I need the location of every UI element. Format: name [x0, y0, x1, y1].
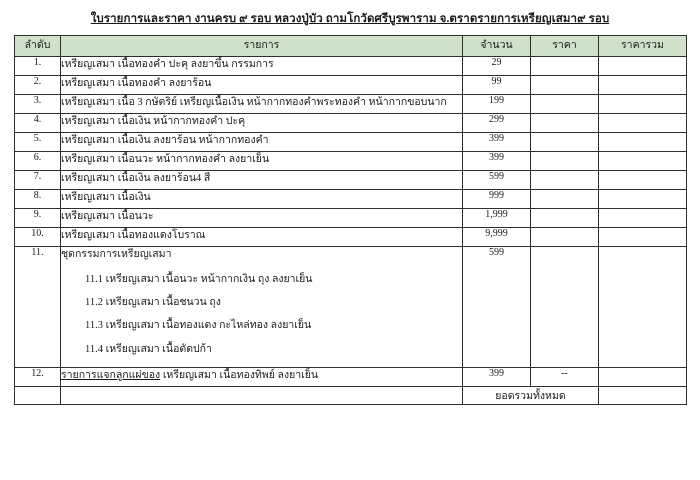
column-header-no: ลำดับ — [15, 35, 61, 56]
cell-price — [531, 189, 599, 208]
price-table — [14, 35, 687, 405]
cell-price — [531, 227, 599, 246]
table-row — [15, 75, 687, 94]
cell-no: 2. — [15, 75, 61, 94]
cell-price: -- — [531, 367, 599, 386]
column-header-total: ราคารวม — [599, 35, 687, 56]
cell-price — [531, 56, 599, 75]
cell-total — [599, 113, 687, 132]
sub-item: 11.2 เหรียญเสมา เนื้อชนวน ถุง — [85, 297, 221, 309]
cell-item: เหรียญเสมา เนื้อเงิน ลงยาร้อน หน้ากากทองคำ — [61, 132, 463, 151]
cell-price — [531, 94, 599, 113]
cell-qty: 299 — [463, 113, 531, 132]
group-title: ชุดกรรมการเหรียญเสมา — [61, 248, 172, 260]
cell-qty: 199 — [463, 94, 531, 113]
table-row — [15, 94, 687, 113]
page-title: ใบรายการและราคา งานครบ ๙ รอบ หลวงปู่บัว ถามโกวัดศรีบูรพาราม จ.ตราดรายการเหรียญเสมา๙ รอบ — [90, 13, 610, 25]
cell-qty: 1,999 — [463, 208, 531, 227]
cell-qty: 599 — [463, 170, 531, 189]
cell-total — [599, 227, 687, 246]
cell-item: เหรียญเสมา เนื้อเงิน — [61, 189, 463, 208]
cell-total — [599, 189, 687, 208]
cell-total — [599, 94, 687, 113]
cell-price — [531, 246, 599, 367]
cell-no-empty — [15, 386, 61, 404]
cell-no: 6. — [15, 151, 61, 170]
table-row — [15, 151, 687, 170]
cell-price — [531, 75, 599, 94]
cell-item: เหรียญเสมา เนื้อทองคำ ปะคุ ลงยาขึ้น กรรมการ — [61, 56, 463, 75]
cell-item-group — [61, 246, 463, 367]
cell-item-empty — [61, 386, 463, 404]
cell-total — [599, 56, 687, 75]
cell-item: เหรียญเสมา เนื้อทองคำ ลงยาร้อน — [61, 75, 463, 94]
cell-qty: 599 — [463, 246, 531, 367]
cell-price — [531, 208, 599, 227]
cell-qty: 399 — [463, 151, 531, 170]
cell-total — [599, 208, 687, 227]
cell-no: 11. — [15, 246, 61, 367]
cell-price — [531, 170, 599, 189]
cell-no: 5. — [15, 132, 61, 151]
cell-item: เหรียญเสมา เนื้อ 3 กษัตริย์ เหรียญเนื้อเงิน หน้ากากทองคำพระทองคำ หน้ากากขอบนาก — [61, 94, 463, 113]
cell-no: 9. — [15, 208, 61, 227]
column-header-qty: จำนวน — [463, 35, 531, 56]
cell-total — [599, 367, 687, 386]
table-header-row — [15, 35, 687, 56]
cell-item: เหรียญเสมา เนื้อนวะ หน้ากากทองคำ ลงยาเย็น — [61, 151, 463, 170]
cell-no: 10. — [15, 227, 61, 246]
cell-price — [531, 132, 599, 151]
sub-item: 11.3 เหรียญเสมา เนื้อทองแดง กะไหล่ทอง ลงยาเย็น — [85, 320, 312, 332]
cell-item: เหรียญเสมา เนื้อเงิน ลงยาร้อน4 สี — [61, 170, 463, 189]
cell-item-underlined: รายการแจกลูกแผ่ของ — [61, 369, 161, 381]
cell-total — [599, 151, 687, 170]
cell-price — [531, 113, 599, 132]
table-row-last — [15, 367, 687, 386]
table-row — [15, 208, 687, 227]
table-header — [15, 35, 687, 56]
cell-no: 8. — [15, 189, 61, 208]
table-row-group — [15, 246, 687, 367]
cell-item: เหรียญเสมา เนื้อทองแดงโบราณ — [61, 227, 463, 246]
column-header-price: ราคา — [531, 35, 599, 56]
grand-total-label: ยอดรวมทั้งหมด — [463, 386, 599, 404]
cell-total — [599, 246, 687, 367]
cell-item: เหรียญเสมา เนื้อนวะ — [61, 208, 463, 227]
sub-item: 11.4 เหรียญเสมา เนื้อตัดปก้า — [85, 343, 212, 355]
cell-qty: 399 — [463, 367, 531, 386]
cell-grand-total-value — [599, 386, 687, 404]
cell-total — [599, 170, 687, 189]
table-body — [15, 56, 687, 404]
column-header-item: รายการ — [61, 35, 463, 56]
table-row-grand-total — [15, 386, 687, 404]
cell-qty: 99 — [463, 75, 531, 94]
table-row — [15, 227, 687, 246]
cell-total — [599, 132, 687, 151]
cell-qty: 999 — [463, 189, 531, 208]
cell-item: เหรียญเสมา เนื้อเงิน หน้ากากทองคำ ปะคุ — [61, 113, 463, 132]
table-row — [15, 170, 687, 189]
cell-no: 12. — [15, 367, 61, 386]
sub-item-list — [61, 268, 462, 361]
cell-qty: 9,999 — [463, 227, 531, 246]
sub-item: 11.1 เหรียญเสมา เนื้อนวะ หน้ากากเงิน ถุง ลงยาเย็น — [85, 274, 313, 286]
cell-no: 3. — [15, 94, 61, 113]
cell-qty: 399 — [463, 132, 531, 151]
cell-item-rest: เหรียญเสมา เนื้อทองทิพย์ ลงยาเย็น — [160, 369, 319, 381]
table-row — [15, 132, 687, 151]
cell-qty: 29 — [463, 56, 531, 75]
cell-no: 4. — [15, 113, 61, 132]
table-row — [15, 189, 687, 208]
table-row — [15, 113, 687, 132]
table-row — [15, 56, 687, 75]
cell-no: 1. — [15, 56, 61, 75]
cell-no: 7. — [15, 170, 61, 189]
cell-item — [61, 367, 463, 386]
cell-total — [599, 75, 687, 94]
cell-price — [531, 151, 599, 170]
